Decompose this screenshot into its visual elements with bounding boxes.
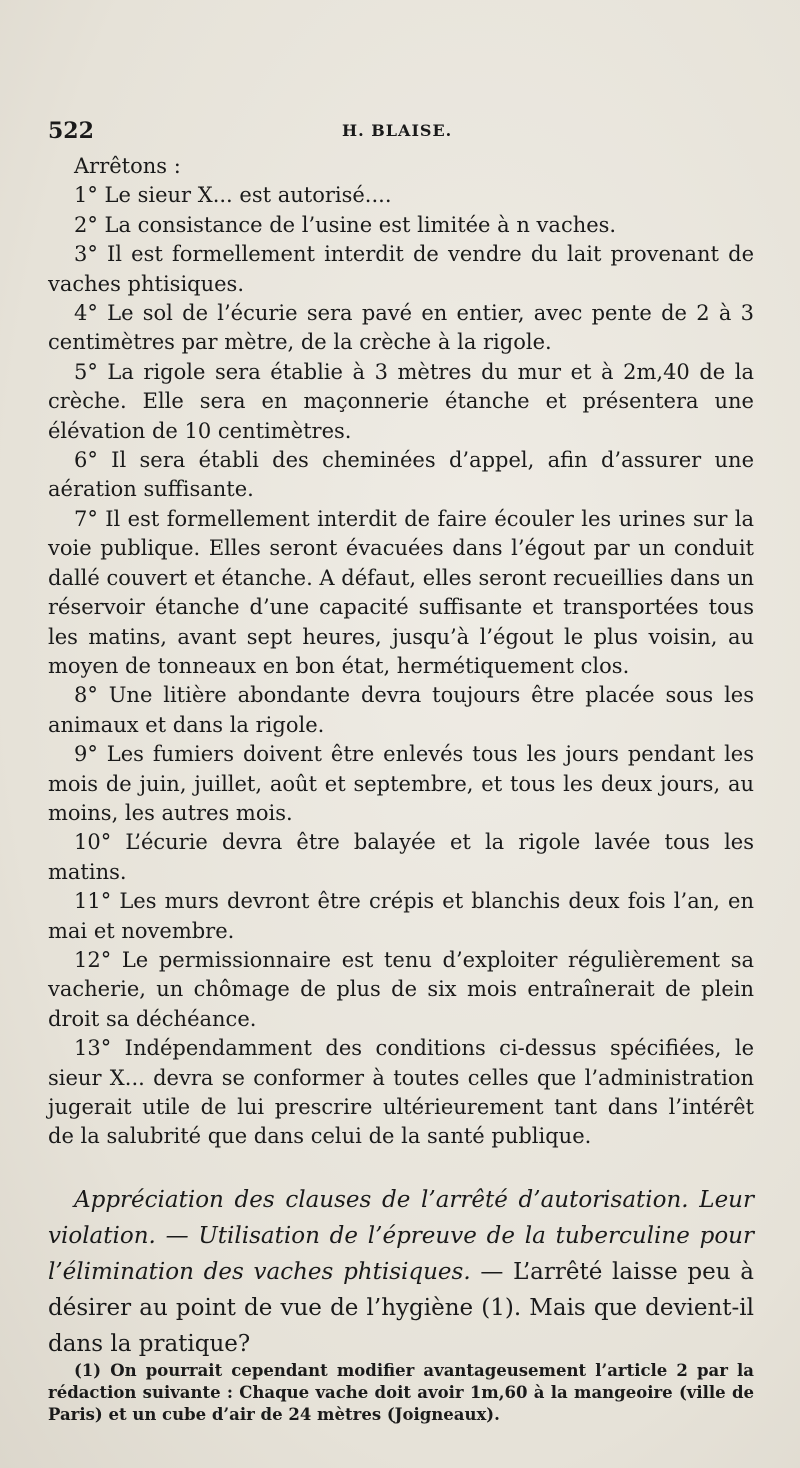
main-text [48, 152, 754, 1362]
running-head: H. BLAISE. [342, 121, 453, 140]
footnote-text: (1) On pourrait cependant modifier avantageusement l’article 2 par la rédaction suivante : Chaque vache doit avoir 1m,60 à la mangeoire (ville de Paris) et un cube d’air de 24 mètres (Joigneaux). [48, 1361, 754, 1424]
paragraph: Arrêtons : [74, 154, 181, 178]
paragraph: 12° Le permissionnaire est tenu d’exploiter régulièrement sa vacherie, un chômage de plus de six mois entraînerait de plein droit sa déchéance. [48, 947, 754, 1031]
page-number: 522 [48, 118, 94, 144]
section-italic-title: Appréciation des clauses de l’arrêté d’autorisation. Leur violation. — Utilisation de l’épreuve de la tuberculine pour l’élimination des vaches phtisiques. [48, 1186, 754, 1285]
paragraph: 5° La rigole sera établie à 3 mètres du mur et à 2m,40 de la crèche. Elle sera en maçonnerie étanche et présentera une élévation de 10 centimètres. [48, 359, 754, 443]
section-text: — L’arrêté laisse peu à désirer au point de vue de l’hygiène (1). Mais que devient-il dans la pratique? [48, 1258, 754, 1357]
paragraph: 2° La consistance de l’usine est limitée à n vaches. [74, 212, 617, 237]
paragraph: 13° Indépendamment des conditions ci-dessus spécifiées, le sieur X... devra se conformer à toutes celles que l’administration jugerait utile de lui prescrire ultérieurement tant dans l’intérêt de la salubrité que dans celui de la santé publique. [48, 1036, 754, 1149]
paragraph: 1° Le sieur X... est autorisé.... [74, 183, 392, 208]
paragraph: 7° Il est formellement interdit de faire écouler les urines sur la voie publique. Elles seront évacuées dans l’égout par un conduit dallé couvert et étanche. A défaut, elles seront recueillies dans un réservoir étanche d’une capacité suffisante et transportées tous les matins, avant sept heures, jusqu’à l’égout le plus voisin, au moyen de tonneaux en bon état, hermétiquement clos. [48, 506, 754, 678]
paragraph: 11° Les murs devront être crépis et blanchis deux fois l’an, en mai et novembre. [48, 889, 754, 943]
paragraph: 8° Une litière abondante devra toujours être placée sous les animaux et dans la rigole. [48, 683, 754, 737]
paragraph: 6° Il sera établi des cheminées d’appel, afin d’assurer une aération suffisante. [48, 448, 754, 502]
page-header [48, 118, 748, 148]
paragraph: 9° Les fumiers doivent être enlevés tous les jours pendant les mois de juin, juillet, août et septembre, et tous les deux jours, au moins, les autres mois. [48, 742, 754, 825]
footnote [48, 1360, 754, 1426]
paragraph: 3° Il est formellement interdit de vendre du lait provenant de vaches phtisiques. [48, 242, 754, 296]
paragraph: 4° Le sol de l’écurie sera pavé en entier, avec pente de 2 à 3 centimètres par mètre, de la crèche à la rigole. [48, 301, 754, 355]
paragraph: 10° L’écurie devra être balayée et la rigole lavée tous les matins. [48, 830, 754, 884]
section-paragraph [48, 1182, 754, 1362]
